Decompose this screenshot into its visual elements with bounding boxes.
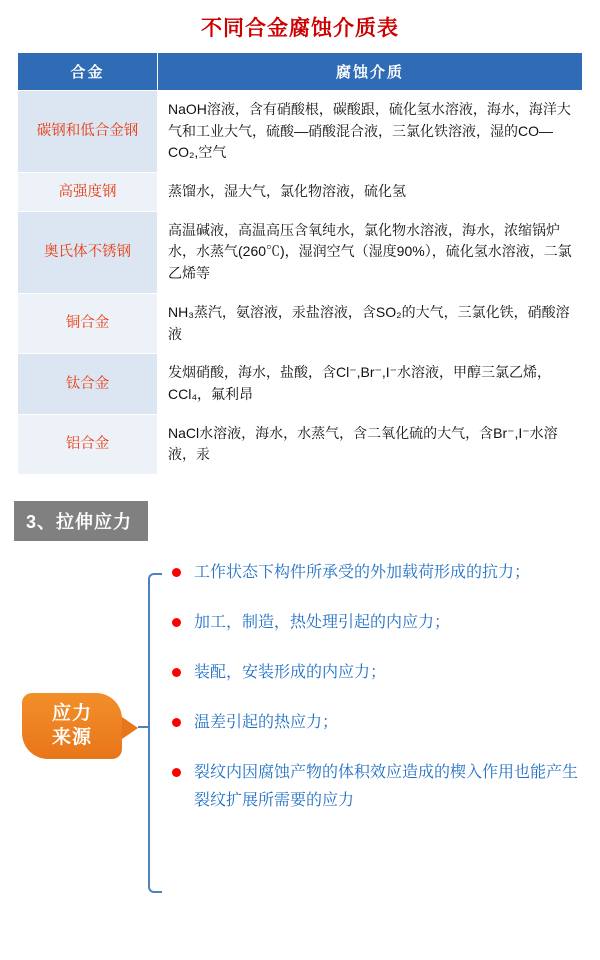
table-row <box>18 91 583 173</box>
cell-alloy: 碳钢和低合金钢 <box>18 91 158 173</box>
table-body <box>18 91 583 475</box>
cell-media: NH₃蒸汽，氨溶液，汞盐溶液，含SO₂的大气，三氯化铁，硝酸溶液 <box>158 293 583 353</box>
cell-media: 蒸馏水，湿大气，氯化物溶液，硫化氢 <box>158 173 583 212</box>
column-header-alloy: 合金 <box>18 53 158 91</box>
cell-media: NaCl水溶液，海水，水蒸气，含二氧化硫的大气，含Br⁻,I⁻水溶液，汞 <box>158 414 583 474</box>
bullet-list <box>172 559 584 837</box>
corrosion-media-table <box>17 52 583 475</box>
bullet-dot-icon <box>172 618 181 627</box>
cell-alloy: 铝合金 <box>18 414 158 474</box>
cell-media: NaOH溶液，含有硝酸根，碳酸跟，硫化氢水溶液，海水，海洋大气和工业大气，硫酸—硝酸混合液，三氯化铁溶液，湿的CO—CO₂,空气 <box>158 91 583 173</box>
list-item-label: 裂纹内因腐蚀产物的体积效应造成的楔入作用也能产生裂纹扩展所需要的应力 <box>194 763 579 809</box>
badge-arrow-icon <box>122 717 138 739</box>
table-header-row <box>18 53 583 91</box>
column-header-media: 腐蚀介质 <box>158 53 583 91</box>
bullet-dot-icon <box>172 768 181 777</box>
list-item-label: 加工，制造，热处理引起的内应力； <box>194 613 451 631</box>
table-row <box>18 173 583 212</box>
cell-alloy: 奥氏体不锈钢 <box>18 211 158 293</box>
table-header <box>18 53 583 91</box>
table-row <box>18 211 583 293</box>
section-heading: 3、拉伸应力 <box>14 501 148 541</box>
bullet-dot-icon <box>172 668 181 677</box>
list-item-label: 温差引起的热应力； <box>194 713 339 731</box>
badge-line-1: 应力 <box>51 703 92 725</box>
list-item <box>172 609 584 637</box>
list-item <box>172 759 584 815</box>
table-row <box>18 414 583 474</box>
brace-icon <box>148 573 162 893</box>
table-row <box>18 354 583 414</box>
stress-source-badge <box>22 693 122 759</box>
table-row <box>18 293 583 353</box>
list-item <box>172 659 584 687</box>
list-item <box>172 709 584 737</box>
page-title: 不同合金腐蚀介质表 <box>201 17 399 40</box>
cell-media: 发烟硝酸，海水，盐酸，含Cl⁻,Br⁻,I⁻水溶液，甲醇三氯乙烯，CCl₄，氟利昂 <box>158 354 583 414</box>
cell-alloy: 钛合金 <box>18 354 158 414</box>
cell-alloy: 高强度钢 <box>18 173 158 212</box>
list-item <box>172 559 584 587</box>
cell-media: 高温碱液，高温高压含氧纯水，氯化物水溶液，海水，浓缩锅炉水，水蒸气(260℃)，湿润空气（湿度90%），硫化氢水溶液，二氯乙烯等 <box>158 211 583 293</box>
badge-line-2: 来源 <box>51 726 92 748</box>
stress-sources-diagram <box>0 559 600 929</box>
bullet-dot-icon <box>172 718 181 727</box>
brace-tick-icon <box>138 726 150 728</box>
bullet-dot-icon <box>172 568 181 577</box>
list-item-label: 装配，安装形成的内应力； <box>194 663 387 681</box>
list-item-label: 工作状态下构件所承受的外加载荷形成的抗力； <box>194 563 531 581</box>
cell-alloy: 铜合金 <box>18 293 158 353</box>
